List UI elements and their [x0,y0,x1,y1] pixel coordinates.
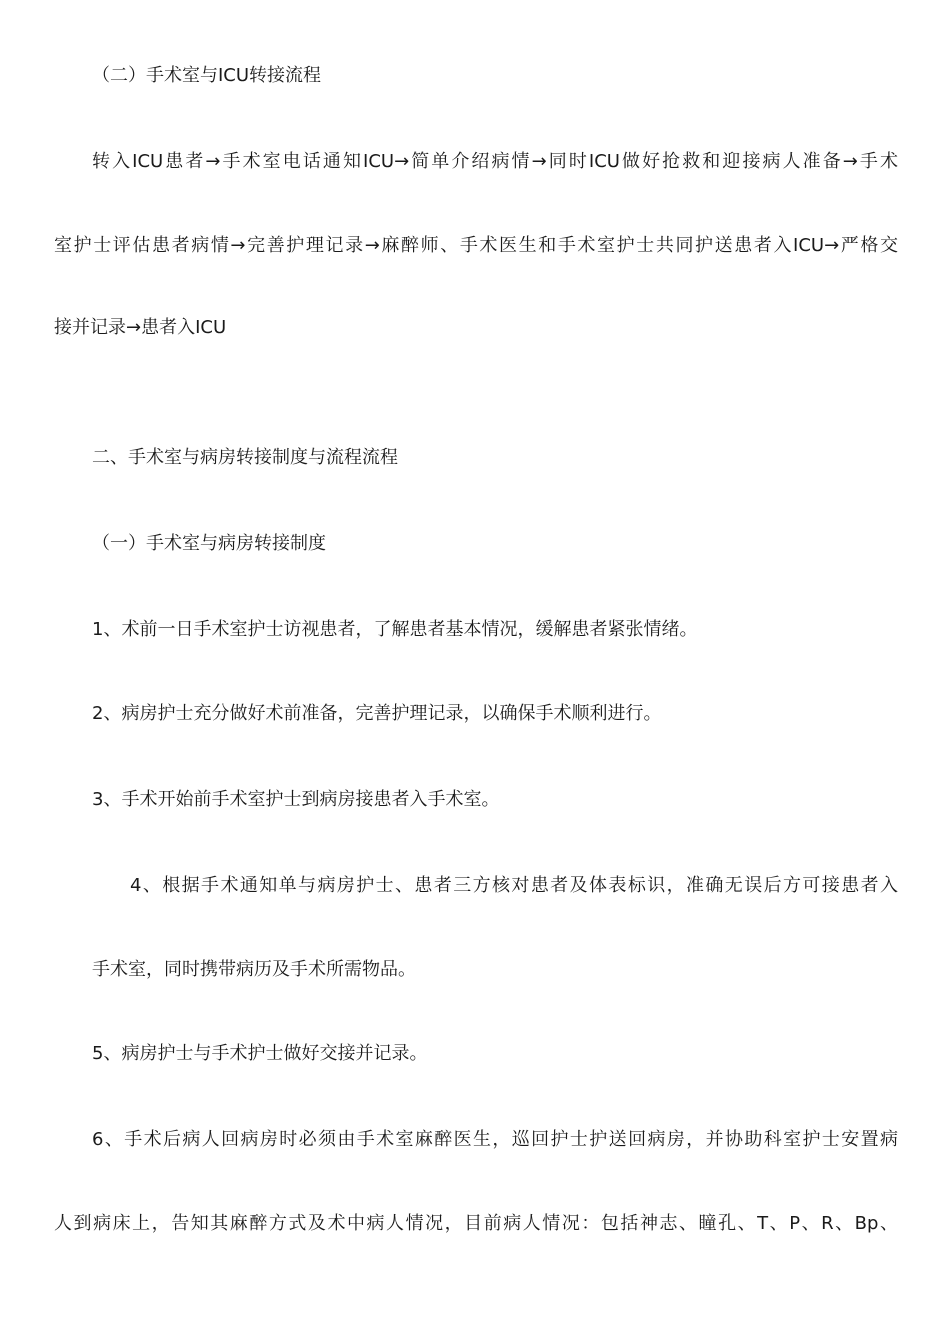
section-heading-ward-transfer: 二、手术室与病房转接制度与流程流程 [92,447,398,468]
list-item-continued: 人到病床上，告知其麻醉方式及术中病人情况，目前病人情况：包括神志、瞳孔、T、P、R、Bp、 [54,1213,898,1234]
list-item: 6、手术后病人回病房时必须由手术室麻醉医生，巡回护士护送回病房，并协助科室护士安置病 [92,1129,898,1150]
list-item: 5、病房护士与手术护士做好交接并记录。 [92,1043,428,1064]
list-item-continued: 手术室，同时携带病历及手术所需物品。 [92,959,416,980]
list-item: 1、术前一日手术室护士访视患者，了解患者基本情况，缓解患者紧张情绪。 [92,619,698,640]
paragraph-line: 接并记录→患者入ICU [54,317,227,338]
subsection-heading-ward-transfer-rules: （一）手术室与病房转接制度 [92,533,326,554]
list-item: 3、手术开始前手术室护士到病房接患者入手术室。 [92,789,500,810]
subsection-heading-icu-transfer-process: （二）手术室与ICU转接流程 [92,65,322,86]
paragraph-line: 室护士评估患者病情→完善护理记录→麻醉师、手术医生和手术室护士共同护送患者入ICU→严格交 [54,235,898,256]
paragraph-line: 转入ICU患者→手术室电话通知ICU→简单介绍病情→同时ICU做好抢救和迎接病人准备→手术 [92,151,898,172]
list-item: 4、根据手术通知单与病房护士、患者三方核对患者及体表标识，准确无误后方可接患者入 [130,875,898,896]
list-item: 2、病房护士充分做好术前准备，完善护理记录，以确保手术顺利进行。 [92,703,662,724]
